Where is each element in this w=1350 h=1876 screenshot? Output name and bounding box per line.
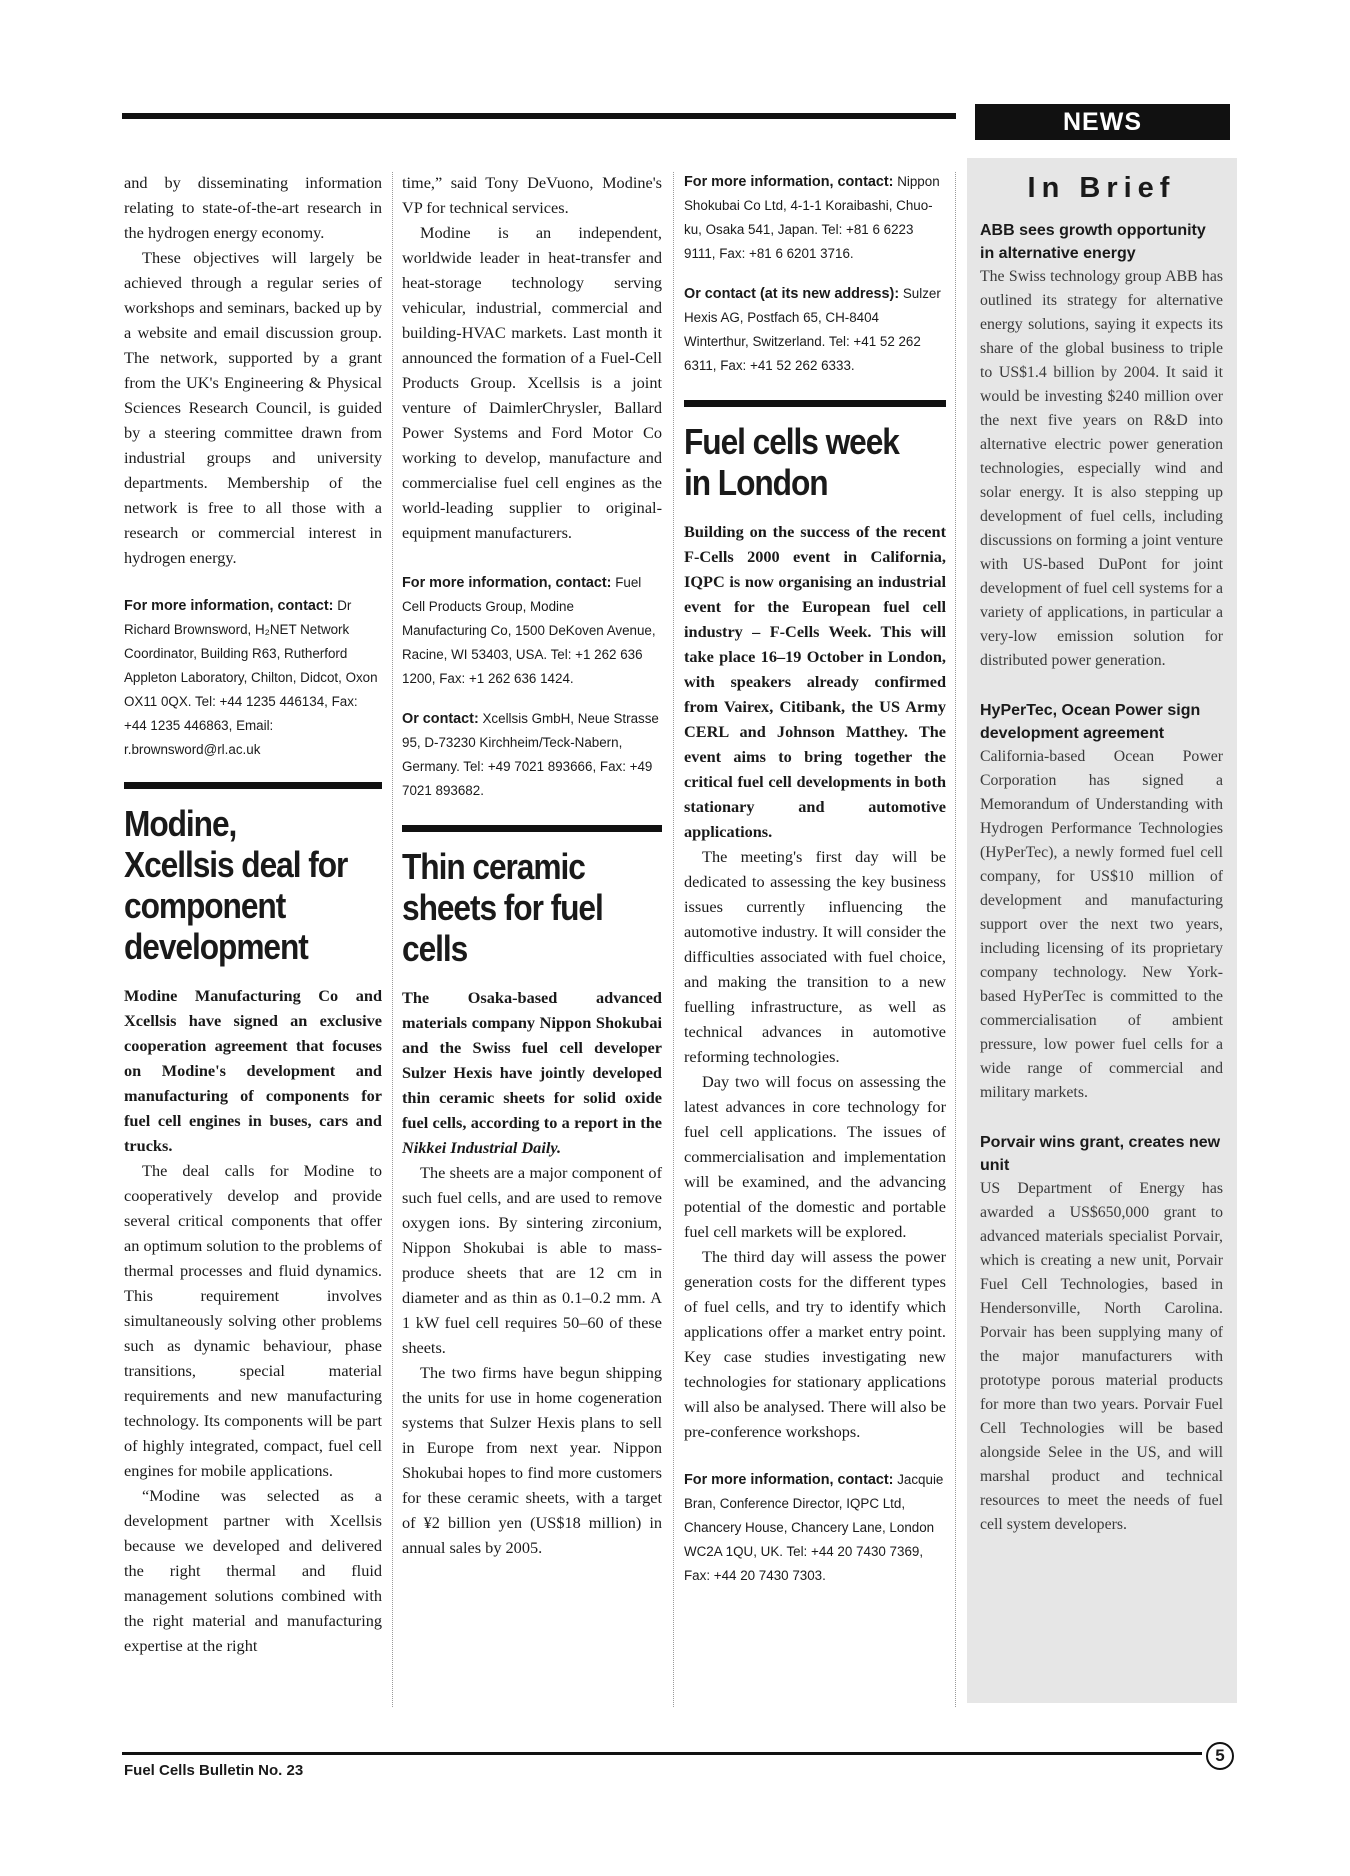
contact-block [684,1468,946,1588]
column-divider [392,172,393,1707]
body-paragraph: time,” said Tony DeVuono, Modine's VP for technical services. [402,173,662,217]
contact-text: Fuel Cell Products Group, Modine Manufacturing Co, 1500 DeKoven Avenue, Racine, WI 53403, USA. Tel: +1 262 636 1200, Fax: +1 262 636 1424. [402,575,656,686]
article-rule [402,825,662,832]
article-lead: Building on the success of the recent F-Cells 2000 event in California, IQPC is now organising an industrial event for the European fuel cell industry – F-Cells Week. This will take place 16–19 October in London, with speakers already confirmed from Vairex, Citibank, the US Army CERL and Johnson Matthey. The event aims to bring together the critical fuel cell developments in both stationary and automotive applications. [684,522,946,841]
article-lead: Modine Manufacturing Co and Xcellsis have signed an exclusive cooperation agreement that focuses on Modine's development and manufacturing of components for fuel cell engines in buses, cars and trucks. [124,986,382,1155]
contact-label: Or contact: [402,711,479,727]
brief-text: US Department of Energy has awarded a US$650,000 grant to advanced materials specialist Porvair, which is creating a new unit, Porvair Fuel Cell Technologies, based in Hendersonville, North Carolina. Porvair has been supplying many of the major manufacturers with prototype porous material products for more than two years. Porvair Fuel Cell Technologies will be based alongside Selee in the US, and will marshal product and technical resources to meet the needs of fuel cell system developers. [980,1180,1223,1533]
body-paragraph: Modine is an independent, worldwide leader in heat-transfer and heat-storage technology serving vehicular, industrial, commercial and building-HVAC markets. Last month it announced the formation of a Fuel-Cell Products Group. Xcellsis is a joint venture of DaimlerChrysler, Ballard Power Systems and Ford Motor Co working to develop, manufacture and commercialise fuel cell engines as the world-leading supplier to original-equipment manufacturers. [402,223,662,542]
column-divider [673,172,674,1707]
contact-text: Dr Richard Brownsword, H₂NET Network Coordinator, Building R63, Rutherford Appleton Laboratory, Chilton, Didcot, Oxon OX11 0QX. Tel: +44 1235 446134, Fax: +44 1235 446863, Email: r.brownsword@rl.ac.uk [124,598,378,757]
contact-text: Nippon Shokubai Co Ltd, 4-1-1 Koraibashi, Chuo-ku, Osaka 541, Japan. Tel: +81 6 6223 9111, Fax: +81 6 6201 3716. [684,174,940,261]
body-paragraph: “Modine was selected as a development partner with Xcellsis because we developed and delivered the right thermal and fluid management solutions combined with the right material and manufacturing expertise at the right [124,1486,382,1655]
body-paragraph: The third day will assess the power generation costs for the different types of fuel cells, and try to identify which applications offer a market entry point. Key case studies investigating new technologies for stationary applications will also be analysed. There will also be pre-conference workshops. [684,1247,946,1441]
section-badge: NEWS [975,104,1230,140]
body-paragraph: These objectives will largely be achieved through a regular series of workshops and seminars, backed up by a website and email discussion group. The network, supported by a grant from the UK's Engineering & Physical Sciences Research Council, is guided by a steering committee drawn from industrial groups and university departments. Membership of the network is free to all those with a research or commercial interest in hydrogen energy. [124,248,382,567]
brief-heading: HyPerTec, Ocean Power sign development agreement [980,702,1201,742]
article-headline: Fuel cells week in London [684,421,899,503]
page-number: 5 [1206,1742,1234,1770]
article-rule [684,400,946,407]
body-paragraph: The sheets are a major component of such fuel cells, and are used to remove oxygen ions. By sintering zirconium, Nippon Shokubai is able to mass-produce sheets that are 12 cm in diameter and as thin as 0.1–0.2 mm. A 1 kW fuel cell requires 50–60 of these sheets. [402,1163,662,1357]
publication-footer: Fuel Cells Bulletin No. 23 [124,1762,304,1779]
contact-label: For more information, contact: [684,1472,894,1488]
column-1 [124,170,382,1658]
article-lead [402,985,662,1160]
brief-heading: Porvair wins grant, creates new unit [980,1134,1221,1174]
brief-heading: ABB sees growth opportunity in alternative energy [980,222,1206,262]
in-brief-box [967,158,1237,1703]
column-3 [684,170,946,1588]
body-paragraph: The meeting's first day will be dedicated to assessing the key business issues currently influencing the automotive industry. It will consider the difficulties associated with fuel choice, and making the transition to a new fuelling infrastructure, as well as technical advances in automotive reforming technologies. [684,847,946,1066]
in-brief-title: In Brief [1027,172,1176,204]
publication-name: Nikkei Industrial Daily. [402,1138,562,1157]
contact-label: Or contact (at its new address): [684,286,900,302]
contact-text: Sulzer Hexis AG, Postfach 65, CH-8404 Winterthur, Switzerland. Tel: +41 52 262 6311, Fax: +41 52 262 6333. [684,286,941,373]
article-headline: Thin ceramic sheets for fuel cells [402,846,603,969]
contact-label: For more information, contact: [684,174,894,190]
contact-block [402,707,662,803]
contact-block [124,594,382,762]
contact-label: For more information, contact: [402,575,612,591]
body-paragraph: The two firms have begun shipping the units for use in home cogeneration systems that Sulzer Hexis plans to sell in Europe from next year. Nippon Shokubai hopes to find more customers for these ceramic sheets, with a target of ¥2 billion yen (US$18 million) in annual sales by 2005. [402,1363,662,1557]
header-rule [122,113,956,119]
contact-text: Jacquie Bran, Conference Director, IQPC Ltd, Chancery House, Chancery Lane, London WC2A 1QU, UK. Tel: +44 20 7430 7369, Fax: +44 20 7430 7303. [684,1472,944,1583]
body-paragraph: The deal calls for Modine to cooperatively develop and provide several critical components that offer an optimum solution to the problems of thermal processes and fluid dynamics. This requirement involves simultaneously solving other problems such as dynamic behaviour, phase transitions, special material requirements and new manufacturing technology. Its components will be part of highly integrated, compact, fuel cell engines for mobile applications. [124,1161,382,1480]
footer-rule [122,1752,1202,1755]
article-rule [124,782,382,789]
contact-block [402,571,662,691]
lead-text: The Osaka-based advanced materials company Nippon Shokubai and the Swiss fuel cell developer Sulzer Hexis have jointly developed thin ceramic sheets for solid oxide fuel cells, according to a report in the [402,988,662,1132]
body-paragraph: Day two will focus on assessing the latest advances in core technology for fuel cell applications. The issues of commercialisation and implementation will be examined, and the advancing potential of the domestic and portable fuel cell markets will be explored. [684,1072,946,1241]
column-divider [955,172,956,1707]
contact-block [684,170,946,266]
body-paragraph: and by disseminating information relating to state-of-the-art research in the hydrogen energy economy. [124,173,382,242]
contact-block [684,282,946,378]
article-headline: Modine, Xcellsis deal for component development [124,803,348,967]
column-2 [402,170,662,1560]
brief-text: California-based Ocean Power Corporation has signed a Memorandum of Understanding with Hydrogen Performance Technologies (HyPerTec), a newly formed fuel cell company, for US$10 million of development and manufacturing support over the next two years, including licensing of its proprietary company technology. New York-based HyPerTec is committed to the commercialisation of ambient pressure, low power fuel cells for a wide range of commercial and military markets. [980,748,1223,1101]
brief-text: The Swiss technology group ABB has outlined its strategy for alternative energy solutions, saying it expects its share of the global business to triple to US$1.4 billion by 2004. It said it would be investing $240 million over the next five years on R&D into alternative electric power generation technologies, especially wind and solar energy. It is also stepping up development of fuel cells, including discussions on forming a joint venture with US-based DuPont for joint development of fuel cell systems for a variety of applications, in particular a very-low emission solution for distributed power generation. [980,268,1223,669]
contact-label: For more information, contact: [124,598,334,614]
contact-text: Xcellsis GmbH, Neue Strasse 95, D-73230 Kirchheim/Teck-Nabern, Germany. Tel: +49 7021 893666, Fax: +49 7021 893682. [402,711,659,798]
